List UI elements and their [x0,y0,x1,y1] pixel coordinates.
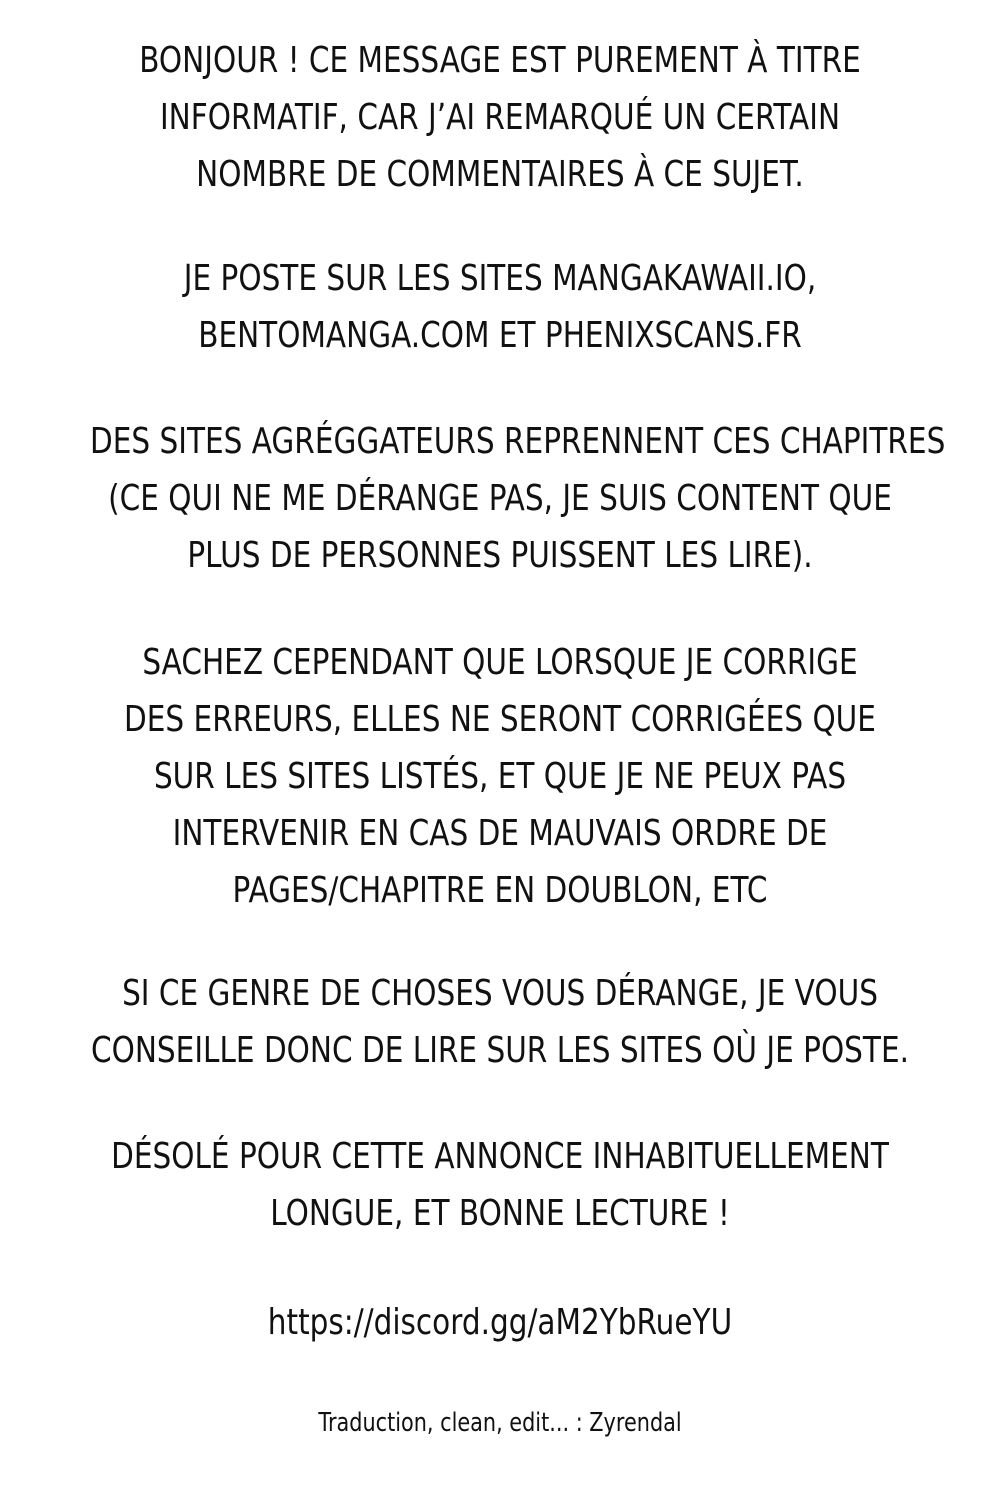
paragraph-apology [0,1128,1000,1242]
paragraph-corrections [0,634,1000,919]
credits-block [0,1403,1000,1443]
text-line: INTERVENIR EN CAS DE MAUVAIS ORDRE DE [172,813,828,854]
text-line: (CE QUI NE ME DÉRANGE PAS, JE SUIS CONTENT QUE [108,478,892,519]
paragraph-advice [0,965,1000,1079]
text-line: PLUS DE PERSONNES PUISSENT LES LIRE). [187,535,813,576]
text-line: SI CE GENRE DE CHOSES VOUS DÉRANGE, JE VOUS [122,973,878,1014]
discord-link[interactable]: https://discord.gg/aM2YbRueYU [267,1302,733,1343]
text-line: PAGES/CHAPITRE EN DOUBLON, ETC [232,870,768,911]
credits-text: Traduction, clean, edit... : Zyrendal [318,1408,682,1438]
text-line: DÉSOLÉ POUR CETTE ANNONCE INHABITUELLEMENT [111,1136,889,1177]
text-line: INFORMATIF, CAR J’AI REMARQUÉ UN CERTAIN [159,97,841,138]
paragraph-sites [0,250,1000,364]
text-line: BENTOMANGA.COM ET PHENIXSCANS.FR [198,315,802,356]
text-line: BONJOUR ! CE MESSAGE EST PUREMENT À TITRE [139,40,861,81]
paragraph-intro [0,32,1000,203]
text-line: LONGUE, ET BONNE LECTURE ! [270,1193,730,1234]
paragraph-aggregators [0,413,1000,584]
text-line: CONSEILLE DONC DE LIRE SUR LES SITES OÙ JE POSTE. [90,1030,909,1071]
text-line: SACHEZ CEPENDANT QUE LORSQUE JE CORRIGE [142,642,858,683]
text-line: NOMBRE DE COMMENTAIRES À CE SUJET. [196,154,804,195]
text-line: JE POSTE SUR LES SITES MANGAKAWAII.IO, [183,258,817,299]
text-line: DES ERREURS, ELLES NE SERONT CORRIGÉES QUE [124,699,876,740]
text-line: DES SITES AGRÉGGATEURS REPRENNENT CES CHAPITRES [90,421,946,462]
discord-link-block [0,1294,1000,1351]
text-line: SUR LES SITES LISTÉS, ET QUE JE NE PEUX PAS [153,756,847,797]
